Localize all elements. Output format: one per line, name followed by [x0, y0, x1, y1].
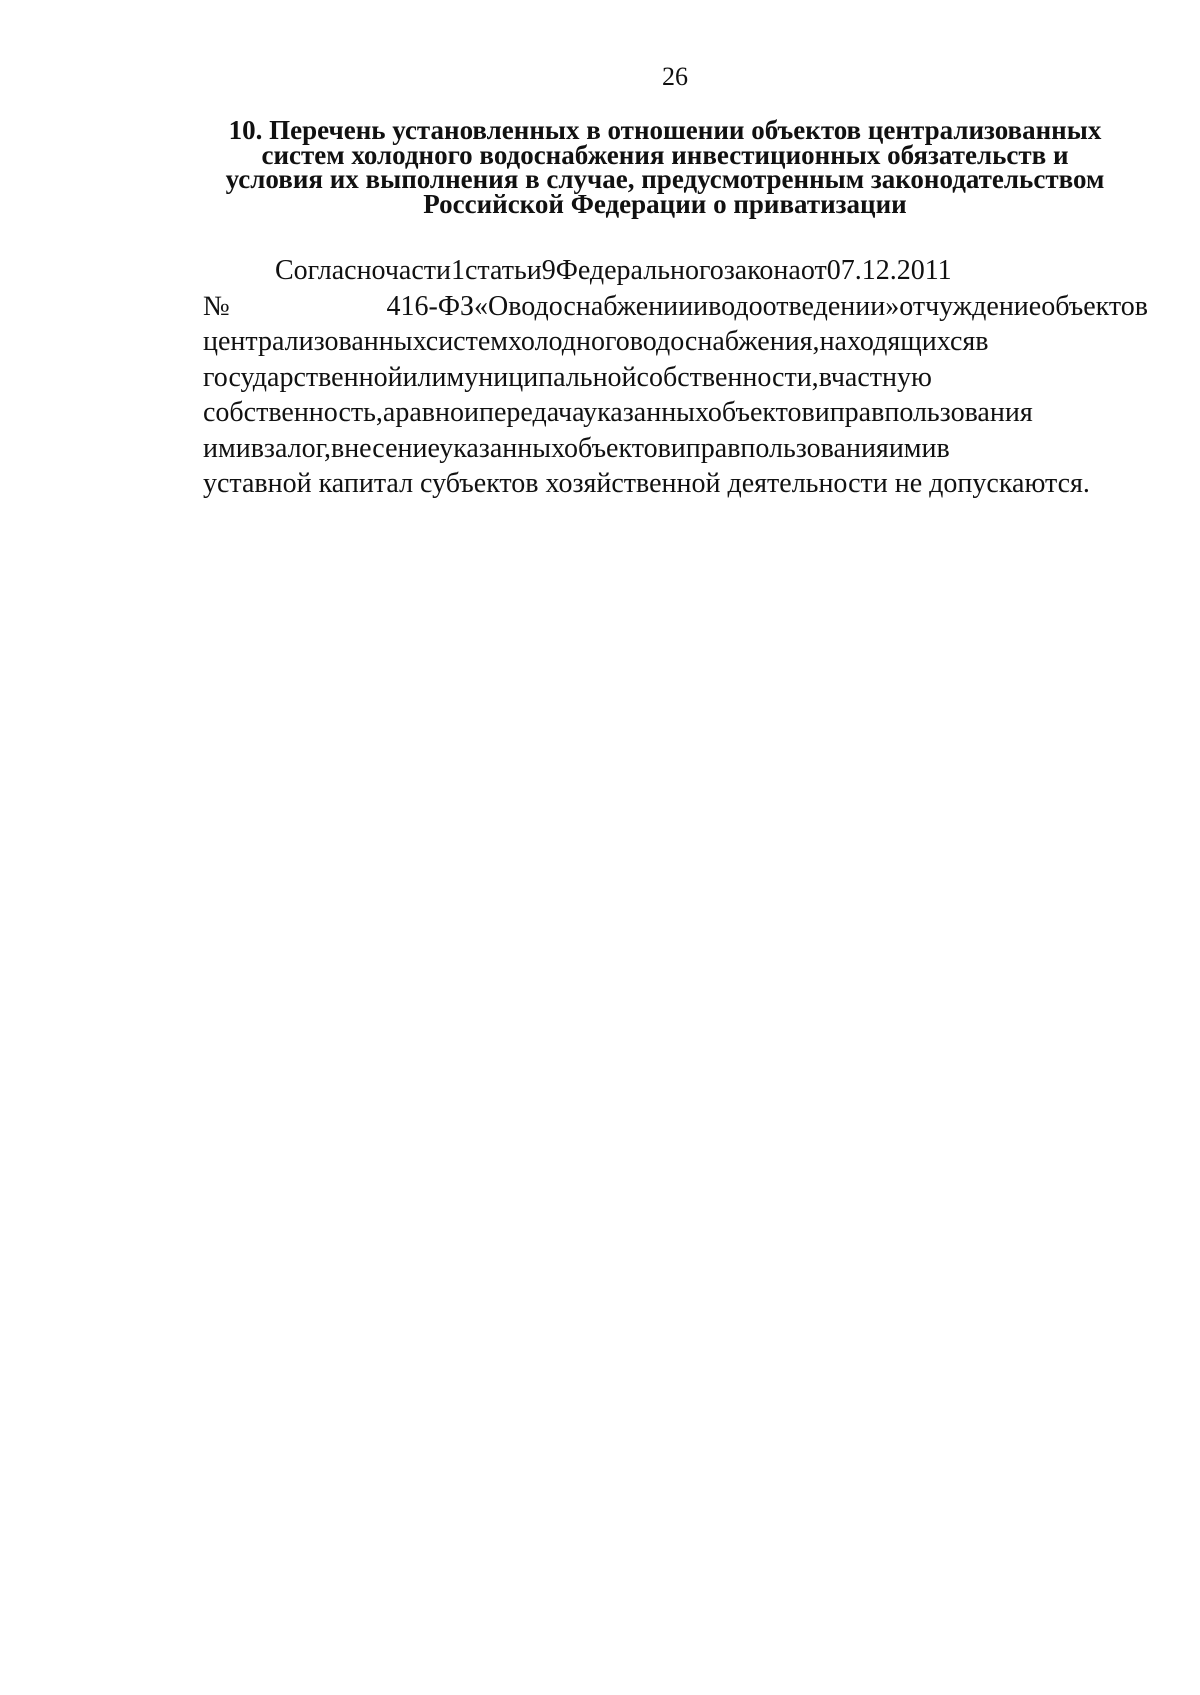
paragraph-word: залог, — [263, 432, 331, 464]
paragraph-word: систем — [425, 326, 508, 357]
paragraph-line — [203, 324, 1148, 360]
paragraph-word: равно — [395, 397, 464, 428]
paragraph-word: 9 — [541, 255, 556, 286]
paragraph-word: в — [818, 361, 831, 393]
paragraph-word: прав — [685, 432, 741, 464]
paragraph-word: Федерального — [555, 255, 724, 286]
paragraph-word: муниципальной — [446, 361, 637, 393]
paragraph-word: и — [814, 397, 830, 428]
paragraph-word: указанных — [583, 397, 708, 428]
paragraph-word: а — [382, 397, 396, 428]
paragraph-word: объектов — [1041, 290, 1148, 322]
paragraph-line: уставной капитал субъектов хозяйственной деятельности не допускаются. — [203, 468, 1090, 499]
paragraph-word: пользования — [884, 397, 1033, 428]
paragraph-word: собственность, — [203, 397, 383, 428]
paragraph-line — [203, 431, 1148, 467]
page-number: 26 — [662, 62, 688, 91]
paragraph-word: статьи — [465, 255, 542, 286]
paragraph-word: «О — [474, 290, 509, 322]
paragraph-word: ими — [203, 432, 251, 464]
paragraph-word: Согласно — [275, 255, 385, 286]
paragraph-word: и — [464, 397, 479, 428]
paragraph-word: водоотведении» — [708, 290, 900, 322]
paragraph-word: указанных — [439, 432, 565, 464]
paragraph-word: объектов — [707, 397, 815, 428]
paragraph-word: и — [670, 432, 686, 464]
paragraph-line — [203, 360, 1148, 396]
section-heading — [190, 115, 1140, 219]
paragraph-word: отчуждение — [899, 290, 1042, 322]
paragraph-word: внесение — [330, 432, 440, 464]
paragraph-word: ими — [888, 432, 937, 464]
paragraph-word: находящихся — [819, 326, 976, 357]
paragraph-word: 1 — [451, 255, 465, 286]
paragraph-word: 416-ФЗ — [386, 290, 474, 322]
paragraph-word: в — [975, 326, 989, 357]
paragraph-word: части — [384, 255, 451, 286]
paragraph-word: 07.12.2011 — [826, 255, 952, 286]
paragraph-word: централизованных — [203, 326, 426, 357]
paragraph-word: передача — [478, 397, 584, 428]
paragraph-line — [203, 289, 1148, 325]
paragraph-word: частную — [830, 361, 932, 393]
paragraph-word: государственной — [203, 361, 403, 393]
paragraph-word: водоснабжении — [508, 290, 694, 322]
heading-line: Российской Федерации о приватизации — [423, 188, 907, 219]
paragraph-line — [203, 395, 1148, 431]
paragraph-word: холодного — [508, 326, 630, 357]
paragraph-word: водоснабжения, — [629, 326, 820, 357]
paragraph-word: пользования — [740, 432, 889, 464]
paragraph-word: собственности, — [636, 361, 819, 393]
heading-line: 10. Перечень установленных в отношении объектов централизованных — [228, 115, 1102, 145]
paragraph-word: прав — [829, 397, 885, 428]
heading-line: условия их выполнения в случае, предусмотренным законодательством — [225, 164, 1105, 194]
paragraph-word: в — [250, 432, 264, 464]
paragraph-word: от — [800, 255, 827, 286]
paragraph-word: № — [203, 290, 387, 322]
heading-line: систем холодного водоснабжения инвестиционных обязательств и — [261, 139, 1069, 170]
body-paragraph — [203, 253, 1148, 502]
paragraph-word: в — [936, 432, 950, 464]
paragraph-line — [203, 253, 1148, 289]
paragraph-word: и — [693, 290, 709, 322]
paragraph-word: или — [402, 361, 447, 393]
paragraph-word: объектов — [564, 432, 671, 464]
paragraph-word: закона — [723, 255, 801, 286]
